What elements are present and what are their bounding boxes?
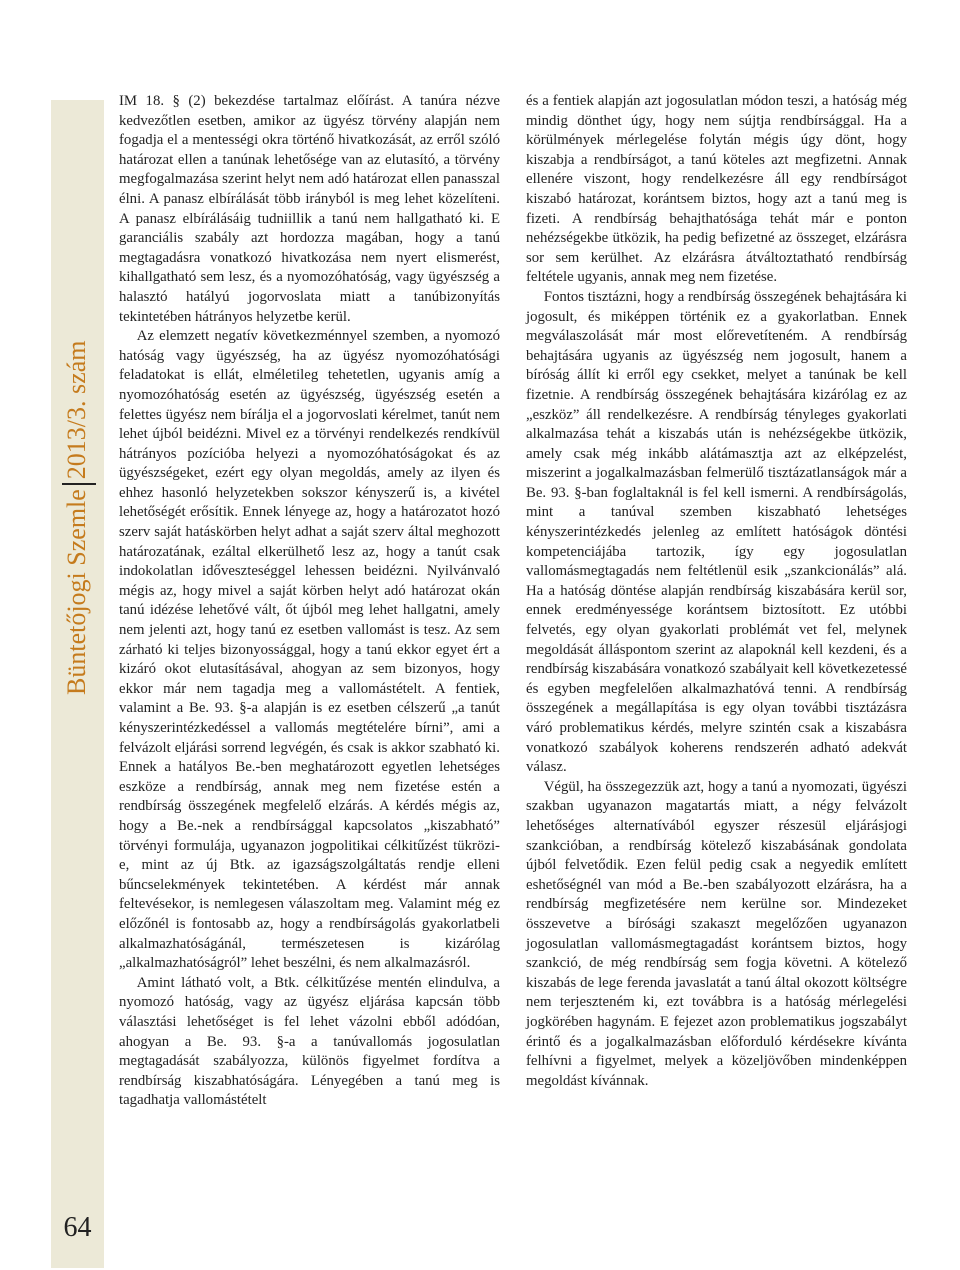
paragraph: Amint látható volt, a Btk. célkitűzése mentén elindulva, a nyomozó hatóság, vagy az ügyész eljárása kapcsán több választási lehetőséget is fel lehet vázolni ebből adódóan, ahogyan a Be. 93. §-a a tanúvallomás jogosulatlan megtagadását szabályozza, különös figyelmet fordítva a rendbírság kiszabhatóságára. Lényegében a tanú meg is tagadhatja vallomástételt <box>119 974 500 1109</box>
running-head-divider <box>62 483 96 485</box>
paragraph: Végül, ha összegezzük azt, hogy a tanú a nyomozati, ügyészi szakban ugyanazon magatartás miatt, a négy felvázolt lehetőséges alternatívából egyszer részesül eljárásjogi szankcióban, a rendbírság kötelező kiszabásának gondolata újból felvetődik. Ezen felül pedig csak a negyedik említett eshetőségnél van mód a Be.-ben szabályozott elzárásra, ha a rendbírság megfizetésére nem kerülne sor. Mindezeket összevetve a bírósági szakaszt megelőzően ugyanazon jogosulatlan vallomásmegtagadást korántsem biztos, hogy szankció, de még rendbírság sem fogja követni. A kötelező kiszabás de lege ferenda javaslatát a tanú által okozott költségre nem terjeszteném ki, ezt továbbra is a hatóság mérlegelési jogkörében hagynám. E fejezet azon problematikus jogszabályt érintő és a jogalkalmazásban előforduló kérdésekre kívánta felhívni a figyelmet, melyek a közeljövőben mindenképpen megoldást kívánnak. <box>526 778 907 1089</box>
left-column <box>119 92 500 1111</box>
page-number: 64 <box>63 1212 92 1243</box>
paragraph: és a fentiek alapján azt jogosulatlan módon teszi, a hatóság még mindig dönthet úgy, hogy nem sújtja rendbírsággal. Ha a körülmények mérlegelése folytán mégis úgy dönt, hogy kiszabja a rendbírságot, a tanú köteles azt megfizetni. Annak ellenére viszont, hogy rendelkezésre áll egy rendbírságot kiszabó határozat, korántsem biztos, hogy azt a tanú meg is fizeti. A rendbírság behajthatósága tehát már e ponton nehézségekbe ütközik, ha pedig befizetné az összeget, elzárásra sor sem kerülhet. Az elzárásra átváltoztatható rendbírság feltétele ugyanis, annak meg nem fizetése. <box>526 93 907 286</box>
paragraph: Fontos tisztázni, hogy a rendbírság összegének behajtására ki jogosult, és miképpen történik ez a gyakorlatban. Ennek megválaszolását már most előrevetíteném. A rendbírság behajtására ugyanis az ügyészség nem jogosult, hanem a bíróság állít ki erről egy csekket, melyet a tanúnak be kell fizetnie. A rendbírság összegének behajtására kizárólag ez az „eszköz” áll rendelkezésre. A rendbírság tényleges gyakorlati alkalmazása tehát a kiszabás után is nehézségekbe ütközik, amely csak még inkább alátámasztja azt az elképzelést, miszerint a jogalkalmazásban felmerülő tisztázatlanságok már a Be. 93. §-ban foglaltaknál is fel kell ismerni. A rendbírságolás, mint a tanúval szemben kiszabható lehetséges kényszerintézkedés jelenleg az említett hatóságok döntési kompetenciájába tartozik, így egy jogosulatlan vallomásmegtagadás nem feltétlenül esik „szankcionálás” alá. Ha a hatóság döntése alapján rendbírság kiszabására kerül sor, ennek eredményessége korántsem biztosított. Ez utóbbi felvetés, egy olyan gyakorlati problémát vet fel, melynek megoldását álláspontom szerint az alapoknál kell kezdeni, és a rendbírság kiszabására vonatkozó szabályait kell következetessé és egyben megfelelően alkalmazhatóvá tenni. A rendbírság összegének a megállapítása is egy olyan további tisztázásra váró problematikus kérdés, melyre szintén csak a kiszabásra vonatkozó szabályok koherens rendszerén adható adekvát válasz. <box>526 288 907 776</box>
paragraph: Az elemzett negatív következménnyel szemben, a nyomozó hatóság vagy ügyészség, ha az ügyész nyomozóhatósági feladatokat is ellát, elméletileg tehetetlen, ugyanis amíg a nyomozóhatóság esetén az ügyészség, ügyészség esetén a felettes ügyész nem bírálja el a jogorvoslati kérelmet, tanút nem lehet újból beidézni. Mivel ez a törvényi rendelkezés rendkívül hátrányos pozícióba helyezi a nyomozóhatóságokat és az ügyészségeket, ezért egy olyan megoldás, amely az ilyen és ehhez hasonló helyzetekben sokszor kényszerű is, a kivétel lehetőségét erősítik. Ennek lényege az, hogy a határozatot hozó szerv saját hatáskörben helyt adhat a saját szerv által meghozott határozatának, ezáltal elkerülhető lesz az, hogy a tanút csak indokolatlan időveszteséggel lehessen beidézni. Nyilvánvaló mégis az, hogy mivel a saját körben helyt adó határozat okán tanú idézése lehetővé vált, őt újból meg lehet hallgatni, amely nem jelenti azt, hogy tanú ez esetben vallomást is tesz. Az sem zárható ki teljes bizonyossággal, hogy a tanú ekkor egyet ért a kizáró okot elutasításával, ahogyan az sem bizonyos, hogy ekkor már nem tagadja meg a vallomástételt. A fentiek, valamint a Be. 93. §-a alapján is ez esetben célszerű „a tanút kényszerintézkedéssel a vallomás megtételére bírni”, ami a felvázolt eljárási sorrend legvégén, és csak is akkor szabható ki. Ennek a hatályos Be.-ben meghatározott egyetlen lehetséges eszköze a rendbírság, annak meg nem fizetése estén a rendbírság összegének megfelelő elzárás. A kérdés mégis az, hogy a Be.-nek a rendbírsággal kapcsolatos „kiszabható” törvényi formulája, ugyanazon jogpolitikai célkitűzést tükrözi-e, mint az új Btk. az igazságszolgáltatás rendje elleni bűncselekmények tekintetében. A kérdést már annak feltevésekor, is nemlegesen válaszoltam meg. Valamint még ez előzőnél is fontosabb az, hogy a rendbírságolás gyakorlatbeli alkalmazhatóságánál, természetesen is kizárólag „alkalmazhatóságról” lehet beszélni, és nem alkalmazásról. <box>119 328 500 972</box>
running-head <box>52 255 102 695</box>
journal-name: Büntetőjogi Szemle <box>62 489 91 695</box>
journal-issue: 2013/3. szám <box>62 340 91 480</box>
right-column <box>526 92 907 1091</box>
paragraph: IM 18. § (2) bekezdése tartalmaz előírást. A tanúra nézve kedvezőtlen esetben, amikor az ügyész törvény alapján nem fogadja el a mentességi okra történő hivatkozását, az erről szóló határozat ellen a tanúnak lehetősége van az elutasító, a törvény megfogalmazása szerint helyt nem adó határozat ellen panasszal élni. A panasz elbírálását több irányból is meg lehet közelíteni. A panasz elbírálásáig tudniillik a tanú nem hallgatható ki. E garanciális szabály azt hordozza magában, hogy a tanú megtagadásra vonatkozó hivatkozása nem nyert elismerést, kihallgatható sem lesz, és a nyomozóhatóság, vagy ügyészség a halasztó hatályú jogorvoslata miatt a tanúbizonyítás tekintetében hátrányos helyzetbe kerül. <box>119 93 500 325</box>
